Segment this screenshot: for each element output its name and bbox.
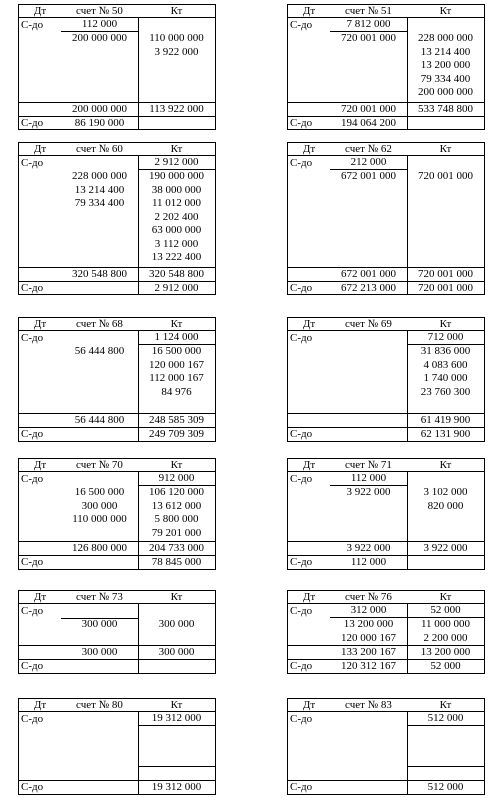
- dt-entry: 56 444 800: [74, 345, 125, 357]
- dt-entry: 300 000: [81, 499, 118, 512]
- kt-opening-balance: 512 000: [427, 712, 464, 724]
- account-title: счет № 60: [76, 143, 123, 155]
- kt-entry: 23 760 300: [420, 385, 471, 398]
- kt-entry: 3 112 000: [154, 237, 199, 250]
- dt-entry: 200 000 000: [72, 32, 127, 44]
- kt-entry: 1 740 000: [423, 372, 468, 384]
- kt-opening-balance: 19 312 000: [151, 712, 202, 724]
- kt-label: Кт: [439, 5, 452, 17]
- dt-turnover-list: [330, 618, 407, 645]
- account-80-t-table: [18, 698, 216, 795]
- dt-closing-balance: 120 312 167: [341, 660, 396, 672]
- dt-opening-balance: 7 812 000: [346, 18, 391, 30]
- kt-closing-balance: 78 845 000: [151, 556, 202, 568]
- closing-saldo-label: С-до: [290, 556, 313, 568]
- kt-turnover-total: 3 922 000: [423, 542, 468, 554]
- dt-turnover-total: 200 000 000: [72, 103, 127, 115]
- kt-closing-balance: 52 000: [430, 660, 461, 672]
- account-title: счет № 50: [76, 5, 123, 17]
- closing-saldo-label: С-до: [21, 660, 44, 672]
- account-50-t-table: [18, 4, 216, 130]
- dt-closing-balance: 86 190 000: [74, 117, 125, 129]
- kt-entry: 3 102 000: [423, 486, 468, 498]
- dt-turnover-list: [330, 486, 407, 500]
- kt-turnover-total: 320 548 800: [149, 268, 204, 280]
- account-title: счет № 68: [76, 318, 123, 330]
- kt-entry: 13 200 000: [420, 59, 471, 71]
- kt-turnover-list: [138, 32, 215, 59]
- kt-closing-balance: 2 912 000: [154, 282, 199, 294]
- account-title: счет № 70: [76, 459, 123, 471]
- dt-entry: 13 200 000: [343, 618, 394, 630]
- dt-turnover-total: 720 001 000: [341, 103, 396, 115]
- kt-entry: 11 012 000: [151, 197, 202, 209]
- kt-entry: 5 800 000: [154, 513, 199, 525]
- kt-opening-balance: 712 000: [427, 331, 464, 343]
- dt-turnover-list: [61, 32, 138, 46]
- dt-entry: 3 922 000: [346, 486, 391, 498]
- kt-label: Кт: [170, 5, 183, 17]
- kt-opening-balance: 52 000: [430, 604, 461, 616]
- kt-entry: 820 000: [427, 499, 464, 512]
- kt-label: Кт: [170, 459, 183, 471]
- dt-entry: 16 500 000: [74, 486, 125, 498]
- account-title: счет № 80: [76, 699, 123, 711]
- dt-label: Дт: [302, 5, 316, 17]
- dt-turnover-total: 300 000: [81, 646, 118, 658]
- opening-saldo-label: С-до: [21, 19, 44, 31]
- dt-turnover-total: 133 200 167: [341, 646, 396, 658]
- dt-turnover-list: [330, 32, 407, 46]
- dt-label: Дт: [33, 318, 47, 330]
- kt-label: Кт: [170, 699, 183, 711]
- kt-entry: 13 214 400: [420, 45, 471, 58]
- kt-closing-balance: 512 000: [427, 781, 464, 793]
- dt-turnover-list: [61, 618, 138, 632]
- closing-saldo-label: С-до: [290, 117, 313, 129]
- kt-turnover-total: 720 001 000: [418, 268, 473, 280]
- kt-entry: 3 922 000: [154, 45, 199, 58]
- dt-turnover-list: [61, 170, 138, 211]
- kt-entry: 16 500 000: [151, 345, 202, 357]
- kt-entry: 720 001 000: [418, 170, 473, 182]
- dt-turnover-list: [61, 345, 138, 359]
- account-title: счет № 83: [345, 699, 392, 711]
- kt-turnover-list: [407, 32, 484, 100]
- kt-turnover-list: [407, 345, 484, 399]
- closing-saldo-label: С-до: [21, 428, 44, 440]
- kt-turnover-total: 300 000: [158, 646, 195, 658]
- dt-turnover-total: 672 001 000: [341, 268, 396, 280]
- kt-entry: 120 000 167: [149, 358, 204, 371]
- kt-closing-balance: 19 312 000: [151, 781, 202, 793]
- dt-label: Дт: [33, 5, 47, 17]
- kt-entry: 2 200 000: [423, 631, 468, 644]
- dt-label: Дт: [302, 699, 316, 711]
- account-60-t-table: [18, 142, 216, 295]
- dt-entry: 79 334 400: [74, 197, 125, 209]
- dt-opening-balance: 112 000: [350, 472, 387, 484]
- dt-entry: 13 214 400: [74, 183, 125, 196]
- dt-turnover-total: 126 800 000: [72, 542, 127, 554]
- dt-opening-balance: 112 000: [81, 18, 118, 30]
- kt-label: Кт: [439, 318, 452, 330]
- kt-turnover-total: 61 419 900: [420, 414, 471, 426]
- kt-entry: 13 612 000: [151, 499, 202, 512]
- account-title: счет № 62: [345, 143, 392, 155]
- account-title: счет № 69: [345, 318, 392, 330]
- kt-entry: 63 000 000: [151, 224, 202, 236]
- account-title: счет № 73: [76, 591, 123, 603]
- dt-opening-balance: 212 000: [350, 156, 387, 168]
- dt-label: Дт: [33, 143, 47, 155]
- kt-label: Кт: [439, 591, 452, 603]
- dt-entry: 228 000 000: [72, 170, 127, 182]
- opening-saldo-label: С-до: [21, 473, 44, 485]
- dt-entry: 672 001 000: [341, 170, 396, 182]
- kt-label: Кт: [170, 318, 183, 330]
- kt-turnover-total: 533 748 800: [418, 103, 473, 115]
- account-76-t-table: [287, 590, 485, 674]
- opening-saldo-label: С-до: [21, 332, 44, 344]
- opening-saldo-label: С-до: [290, 157, 313, 169]
- kt-turnover-total: 204 733 000: [149, 542, 204, 554]
- kt-turnover-total: 248 585 309: [149, 414, 204, 426]
- kt-entry: 4 083 600: [423, 358, 468, 371]
- kt-turnover-list: [138, 170, 215, 265]
- dt-label: Дт: [302, 591, 316, 603]
- kt-entry: 106 120 000: [149, 486, 204, 498]
- dt-opening-balance: 312 000: [350, 604, 387, 616]
- dt-label: Дт: [33, 591, 47, 603]
- account-73-t-table: [18, 590, 216, 674]
- account-title: счет № 51: [345, 5, 392, 17]
- opening-saldo-label: С-до: [290, 19, 313, 31]
- opening-saldo-label: С-до: [290, 605, 313, 617]
- closing-saldo-label: С-до: [290, 781, 313, 793]
- account-69-t-table: [287, 317, 485, 442]
- kt-entry: 200 000 000: [418, 86, 473, 98]
- closing-saldo-label: С-до: [290, 282, 313, 294]
- kt-entry: 84 976: [161, 385, 192, 398]
- dt-label: Дт: [33, 459, 47, 471]
- account-83-t-table: [287, 698, 485, 795]
- account-62-t-table: [287, 142, 485, 295]
- account-68-t-table: [18, 317, 216, 442]
- kt-turnover-list: [407, 618, 484, 645]
- opening-saldo-label: С-до: [290, 473, 313, 485]
- t-table-header: [19, 591, 215, 604]
- kt-label: Кт: [170, 591, 183, 603]
- closing-saldo-label: С-до: [21, 282, 44, 294]
- account-51-t-table: [287, 4, 485, 130]
- kt-entry: 31 836 000: [420, 345, 471, 357]
- dt-closing-balance: 112 000: [350, 556, 387, 568]
- kt-closing-balance: 720 001 000: [418, 282, 473, 294]
- kt-turnover-list: [138, 486, 215, 540]
- dt-entry: 300 000: [81, 618, 118, 630]
- account-title: счет № 71: [345, 459, 392, 471]
- kt-turnover-total: 13 200 000: [420, 646, 471, 658]
- dt-entry: 720 001 000: [341, 32, 396, 44]
- kt-turnover-list: [407, 170, 484, 184]
- dt-label: Дт: [33, 699, 47, 711]
- closing-saldo-label: С-до: [21, 781, 44, 793]
- kt-label: Кт: [439, 699, 452, 711]
- opening-saldo-label: С-до: [21, 713, 44, 725]
- dt-label: Дт: [302, 318, 316, 330]
- kt-label: Кт: [170, 143, 183, 155]
- dt-entry: 120 000 167: [341, 631, 396, 644]
- kt-turnover-list: [407, 486, 484, 513]
- kt-turnover-list: [138, 345, 215, 399]
- account-title: счет № 76: [345, 591, 392, 603]
- kt-label: Кт: [439, 143, 452, 155]
- opening-saldo-label: С-до: [21, 157, 44, 169]
- kt-opening-balance: 912 000: [158, 472, 195, 484]
- dt-closing-balance: 672 213 000: [341, 282, 396, 294]
- kt-entry: 110 000 000: [149, 32, 204, 44]
- opening-saldo-label: С-до: [21, 605, 44, 617]
- dt-turnover-total: 320 548 800: [72, 268, 127, 280]
- closing-saldo-label: С-до: [290, 428, 313, 440]
- kt-label: Кт: [439, 459, 452, 471]
- kt-entry: 79 201 000: [151, 526, 202, 539]
- kt-turnover-list: [138, 618, 215, 632]
- account-71-t-table: [287, 458, 485, 570]
- dt-turnover-total: 3 922 000: [346, 542, 391, 554]
- dt-turnover-list: [61, 486, 138, 527]
- kt-entry: 13 222 400: [151, 251, 202, 263]
- dt-label: Дт: [302, 459, 316, 471]
- opening-saldo-label: С-до: [290, 713, 313, 725]
- opening-saldo-label: С-до: [290, 332, 313, 344]
- closing-saldo-label: С-до: [21, 556, 44, 568]
- kt-entry: 228 000 000: [418, 32, 473, 44]
- account-70-t-table: [18, 458, 216, 570]
- kt-entry: 112 000 167: [149, 372, 204, 384]
- kt-entry: 2 202 400: [154, 210, 199, 223]
- kt-closing-balance: 62 131 900: [420, 428, 471, 440]
- kt-entry: 190 000 000: [149, 170, 204, 182]
- kt-opening-balance: 1 124 000: [154, 331, 199, 343]
- kt-entry: 300 000: [158, 618, 195, 630]
- dt-turnover-total: 56 444 800: [74, 414, 125, 426]
- closing-saldo-label: С-до: [21, 117, 44, 129]
- kt-closing-balance: 249 709 309: [149, 428, 204, 440]
- kt-entry: 38 000 000: [151, 183, 202, 196]
- closing-saldo-label: С-до: [290, 660, 313, 672]
- dt-entry: 110 000 000: [72, 513, 127, 525]
- kt-opening-balance: 2 912 000: [154, 156, 199, 168]
- kt-entry: 79 334 400: [420, 72, 471, 85]
- dt-closing-balance: 194 064 200: [341, 117, 396, 129]
- dt-label: Дт: [302, 143, 316, 155]
- kt-turnover-total: 113 922 000: [149, 103, 204, 115]
- kt-entry: 11 000 000: [420, 618, 471, 630]
- dt-turnover-list: [330, 170, 407, 184]
